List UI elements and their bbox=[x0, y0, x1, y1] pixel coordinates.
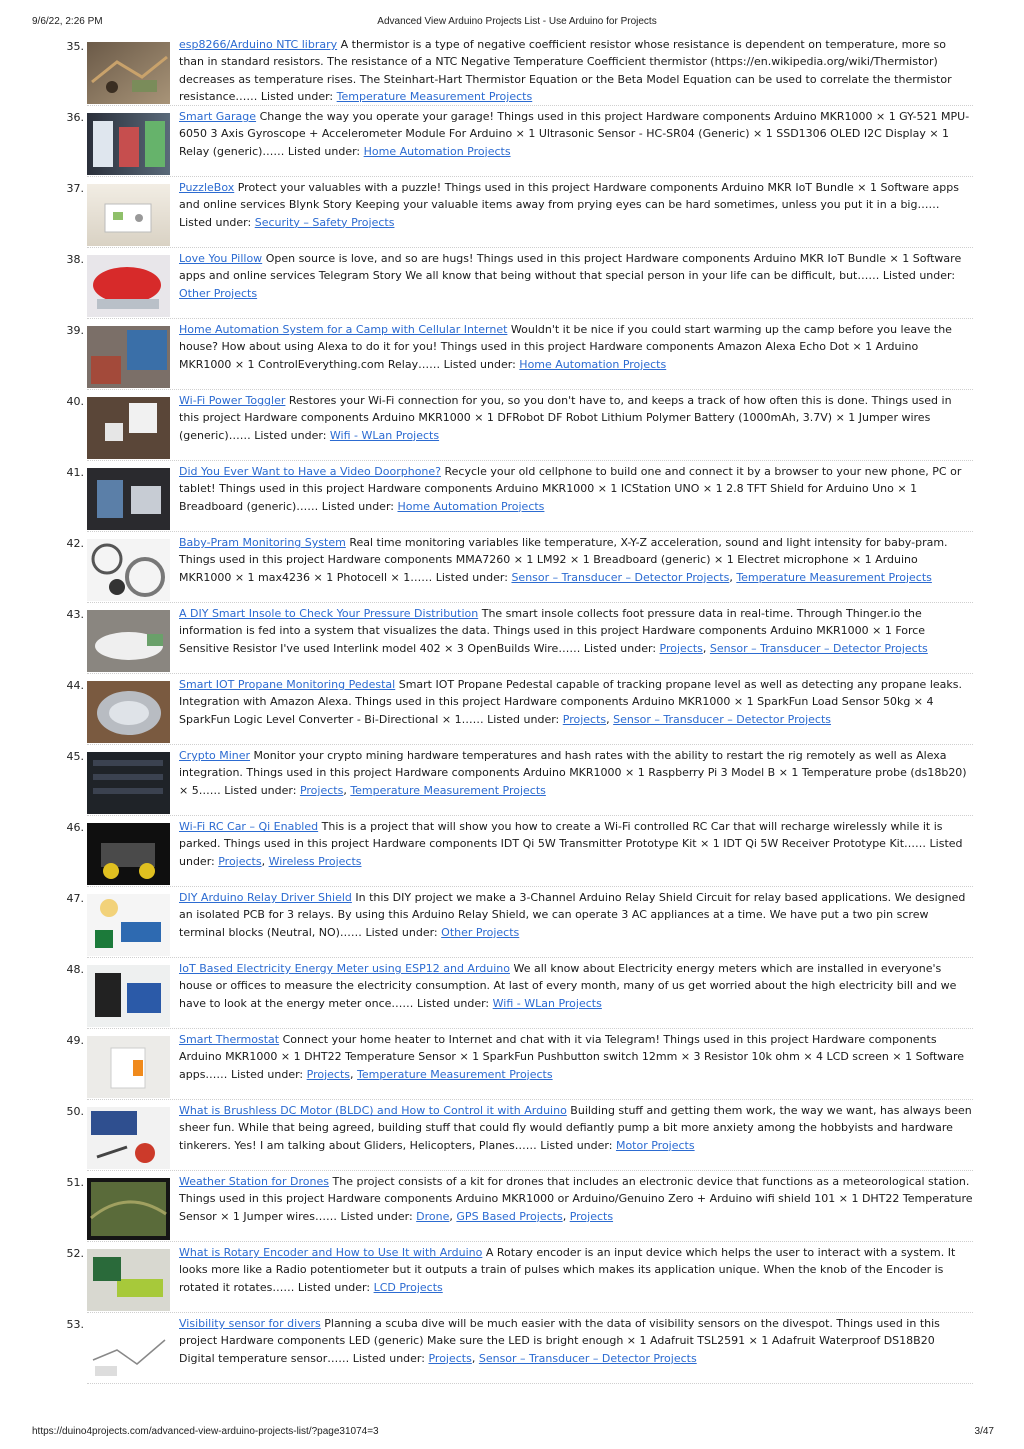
project-description: Wouldn't it be nice if you could start warming up the camp before you leave the house? How about using Alexa to do it for you! Things used in this project Hardware components Amazon Alexa Echo Dot × 1 Arduino MKR1000 × 1 ControlEverything.com Relay…… bbox=[179, 323, 952, 371]
category-link[interactable]: Sensor – Transducer – Detector Projects bbox=[478, 1351, 697, 1365]
list-item bbox=[0, 817, 1024, 888]
item-divider bbox=[87, 247, 973, 248]
project-title-link[interactable]: PuzzleBox bbox=[179, 181, 235, 194]
listed-under-label: Listed under: bbox=[435, 570, 508, 584]
item-number: 51. bbox=[66, 1176, 84, 1189]
item-text bbox=[179, 889, 973, 941]
project-thumbnail[interactable] bbox=[87, 397, 170, 459]
item-divider bbox=[87, 460, 973, 461]
item-text: Smart Thermostat Connect your home heater to Internet and chat with it via Telegram! Things used in this project Hardware components Arduino MKR1000 × 1 DHT22 Temperature Sensor × 1 SparkFun Pushbutton switch 12mm × 3 Resistor 10k ohm × 4 LCD screen × 1 Software apps…… Listed under: Projects, Temperature Measurement Projects bbox=[179, 1033, 965, 1081]
item-number: 44. bbox=[66, 679, 84, 692]
project-title-link[interactable]: What is Rotary Encoder and How to Use It with Arduino bbox=[179, 1246, 483, 1259]
listed-under-label: Listed under: bbox=[260, 90, 334, 104]
item-divider bbox=[87, 1241, 973, 1242]
print-header bbox=[32, 16, 1002, 30]
category-link[interactable]: Home Automation Projects bbox=[519, 357, 667, 371]
list-item bbox=[0, 391, 1024, 462]
project-thumbnail[interactable] bbox=[87, 823, 170, 885]
item-text: Smart IOT Propane Monitoring Pedestal Smart IOT Propane Pedestal capable of tracking propane level as well as detecting any propane leaks. Integration with Amazon Alexa. Things used in this project Hardware components Arduino MKR1000 × 1 SparkFun Load Sensor 50kg × 4 SparkFun Logic Level Converter - Bi-Directional × 1…… Listed under: Projects, Sensor – Transducer – Detector Projects bbox=[179, 678, 962, 726]
category-link[interactable]: Sensor – Transducer – Detector Projects bbox=[613, 712, 832, 726]
project-title-link[interactable]: Smart Garage bbox=[179, 110, 257, 123]
list-item bbox=[0, 1172, 1024, 1243]
project-title-link[interactable]: DIY Arduino Relay Driver Shield bbox=[179, 891, 352, 904]
project-title-link[interactable]: A DIY Smart Insole to Check Your Pressure Distribution bbox=[179, 607, 479, 620]
item-text bbox=[179, 179, 973, 231]
project-thumbnail[interactable] bbox=[87, 1320, 170, 1382]
item-number: 50. bbox=[66, 1105, 84, 1118]
item-number: 40. bbox=[66, 395, 84, 408]
item-text: A DIY Smart Insole to Check Your Pressure Distribution The smart insole collects foot pressure data in real-time. Through Thinger.io the information is fed into a system that visualizes the data. Things used in this project Hardware components Arduino MKR1000 × 1 Force Sensitive Resistor I've used Interlink model 402 × 3 OpenBuilds Wire…… Listed under: Projects, Sensor – Transducer – Detector Projects bbox=[179, 607, 928, 655]
project-description: Protect your valuables with a puzzle! Things used in this project Hardware components Arduino MKR IoT Bundle × 1 Software apps and online services Blynk Story Keeping your valuable items away from prying eyes can be hard sometimes, unless you put it in a big…… bbox=[179, 181, 959, 212]
category-link[interactable]: Home Automation Projects bbox=[363, 144, 511, 158]
list-item bbox=[0, 1243, 1024, 1314]
page-url: https://duino4projects.com/advanced-view-arduino-projects-list/?page31074=3 bbox=[32, 1426, 379, 1437]
item-divider bbox=[87, 1312, 973, 1313]
print-footer bbox=[32, 1426, 994, 1440]
listed-under-label: Listed under: bbox=[287, 144, 361, 158]
project-thumbnail[interactable] bbox=[87, 468, 170, 530]
project-thumbnail[interactable] bbox=[87, 184, 170, 246]
project-thumbnail[interactable] bbox=[87, 326, 170, 388]
item-text bbox=[179, 392, 973, 444]
project-description: Building stuff and getting them work, the way we want, has always been sheer fun. While that being agreed, building stuff that could fly would defiantly pump a bit more anxiety among the hobbyists and hardware tinkerers. Yes! I am talking about Gliders, Helicopters, Planes…… bbox=[179, 1104, 972, 1152]
project-description: Connect your home heater to Internet and chat with it via Telegram! Things used in this project Hardware components Arduino MKR1000 × 1 DHT22 Temperature Sensor × 1 SparkFun Pushbutton switch 12mm × 3 Resistor 10k ohm × 4 LCD screen × 1 Software apps…… bbox=[179, 1033, 965, 1081]
project-title-link[interactable]: What is Brushless DC Motor (BLDC) and How to Control it with Arduino bbox=[179, 1104, 567, 1117]
project-description: The smart insole collects foot pressure data in real-time. Through Thinger.io the information is fed into a system that visualizes the data. Things used in this project Hardware components Arduino MKR1000 × 1 Force Sensitive Resistor I've used Interlink model 402 × 3 OpenBuilds Wire…… bbox=[179, 607, 926, 655]
item-text bbox=[179, 321, 973, 373]
item-number: 46. bbox=[66, 821, 84, 834]
item-divider bbox=[87, 673, 973, 674]
item-number: 48. bbox=[66, 963, 84, 976]
project-thumbnail[interactable] bbox=[87, 42, 170, 104]
project-description: Recycle your old cellphone to build one and connect it by a browser to your new phone, PC or tablet! Things used in this project Hardware components Arduino MKR1000 × 1 ICStation UNO × 1 2.8 TFT Shield for Arduino Uno × 1 Breadboard (generic)…… bbox=[179, 465, 962, 513]
category-link[interactable]: Temperature Measurement Projects bbox=[336, 90, 533, 104]
item-number: 39. bbox=[66, 324, 84, 337]
project-title-link[interactable]: Weather Station for Drones bbox=[179, 1175, 329, 1188]
listed-under-label: Listed under: bbox=[540, 1138, 613, 1152]
category-link[interactable]: Projects bbox=[299, 783, 344, 797]
item-divider bbox=[87, 602, 973, 603]
project-list bbox=[0, 36, 1024, 1385]
list-item bbox=[0, 746, 1024, 817]
list-item bbox=[0, 462, 1024, 533]
item-number: 52. bbox=[66, 1247, 84, 1260]
list-item bbox=[0, 178, 1024, 249]
project-title-link[interactable]: Crypto Miner bbox=[179, 749, 251, 762]
project-title-link[interactable]: Baby-Pram Monitoring System bbox=[179, 536, 346, 549]
list-item bbox=[0, 107, 1024, 178]
category-link[interactable]: Projects bbox=[659, 641, 703, 655]
list-item bbox=[0, 1314, 1024, 1385]
category-link[interactable]: GPS Based Projects bbox=[456, 1209, 563, 1223]
item-number: 45. bbox=[66, 750, 84, 763]
category-link[interactable]: Wifi - WLan Projects bbox=[329, 428, 440, 442]
category-link[interactable]: Temperature Measurement Projects bbox=[736, 570, 932, 584]
project-title-link[interactable]: Home Automation System for a Camp with Cellular Internet bbox=[179, 323, 508, 336]
page-number: 3/47 bbox=[974, 1426, 994, 1437]
item-text bbox=[179, 960, 973, 1012]
list-item bbox=[0, 959, 1024, 1030]
item-number: 49. bbox=[66, 1034, 84, 1047]
category-link[interactable]: Temperature Measurement Projects bbox=[357, 1067, 553, 1081]
project-description: Monitor your crypto mining hardware temperatures and hash rates with the ability to restart the rig remotely as well as Alexa integration. Things used in this project Hardware components Arduino MKR1000 × 1 Raspberry Pi 3 Model B × 1 Temperature probe (ds18b20) × 5…… bbox=[179, 749, 967, 797]
project-thumbnail[interactable] bbox=[87, 1036, 170, 1098]
category-link[interactable]: Security – Safety Projects bbox=[254, 215, 395, 229]
item-number: 36. bbox=[66, 111, 84, 124]
list-item bbox=[0, 320, 1024, 391]
listed-under-label: Listed under: bbox=[179, 837, 963, 868]
item-divider bbox=[87, 389, 973, 390]
category-link[interactable]: Projects bbox=[569, 1209, 614, 1223]
page-title: Advanced View Arduino Projects List - Use Arduino for Projects bbox=[377, 16, 657, 27]
list-item bbox=[0, 604, 1024, 675]
list-item bbox=[0, 888, 1024, 959]
listed-under-label: Listed under: bbox=[416, 996, 490, 1010]
item-number: 38. bbox=[66, 253, 84, 266]
project-title-link[interactable]: Wi-Fi RC Car – Qi Enabled bbox=[179, 820, 319, 833]
item-text bbox=[179, 108, 973, 160]
category-link[interactable]: Wireless Projects bbox=[268, 854, 362, 868]
project-thumbnail[interactable] bbox=[87, 1178, 170, 1240]
project-title-link[interactable]: Visibility sensor for divers bbox=[179, 1317, 321, 1330]
listed-under-label: Listed under: bbox=[583, 641, 657, 655]
item-text bbox=[179, 36, 973, 104]
category-link[interactable]: Home Automation Projects bbox=[397, 499, 545, 513]
category-link[interactable]: Motor Projects bbox=[615, 1138, 695, 1152]
listed-under-label: Listed under: bbox=[365, 925, 438, 939]
listed-under-label: Listed under: bbox=[882, 269, 956, 283]
list-item bbox=[0, 249, 1024, 320]
item-divider bbox=[87, 105, 973, 106]
listed-under-label: Listed under: bbox=[352, 1351, 425, 1365]
project-description: Open source is love, and so are hugs! Things used in this project Hardware components Arduino MKR IoT Bundle × 1 Software apps and online services Telegram Story We all know that being without that special person in your life can be difficult, but…… bbox=[179, 252, 962, 283]
category-link[interactable]: Other Projects bbox=[441, 925, 520, 939]
item-number: 37. bbox=[66, 182, 84, 195]
item-number: 42. bbox=[66, 537, 84, 550]
item-text: Crypto Miner Monitor your crypto mining hardware temperatures and hash rates with the ability to restart the rig remotely as well as Alexa integration. Things used in this project Hardware components Arduino MKR1000 × 1 Raspberry Pi 3 Model B × 1 Temperature probe (ds18b20) × 5…… Listed under: Projects, Temperature Measurement Projects bbox=[179, 749, 967, 797]
item-number: 43. bbox=[66, 608, 84, 621]
project-title-link[interactable]: Smart IOT Propane Monitoring Pedestal bbox=[179, 678, 396, 691]
item-text bbox=[179, 250, 973, 302]
category-link[interactable]: Sensor – Transducer – Detector Projects bbox=[511, 570, 730, 584]
listed-under-label: Listed under: bbox=[224, 783, 297, 797]
project-title-link[interactable]: esp8266/Arduino NTC library bbox=[179, 38, 338, 51]
item-number: 35. bbox=[66, 40, 84, 53]
project-title-link[interactable]: Did You Ever Want to Have a Video Doorphone? bbox=[179, 465, 441, 478]
item-divider bbox=[87, 1170, 973, 1171]
listed-under-label: Listed under: bbox=[487, 712, 560, 726]
project-description: Change the way you operate your garage! Things used in this project Hardware components Arduino MKR1000 × 1 GY-521 MPU-6050 3 Axis Gyroscope + Accelerometer Module For Arduino × 1 Ultrasonic Sensor - HC-SR04 (Generic) × 1 SSD1306 OLED I2C Display × 1 Relay (generic)…… bbox=[179, 110, 970, 158]
project-description: Planning a scuba dive will be much easier with the data of visibility sensors on the divespot. Things used in this project Hardware components LED (generic) Make sure the LED is bright enough × 1 Adafruit TSL2591 × 1 Adafruit Waterproof DS18B20 Digital temperature sensor…… bbox=[179, 1317, 940, 1365]
project-thumbnail[interactable] bbox=[87, 255, 170, 317]
item-number: 53. bbox=[66, 1318, 84, 1331]
project-thumbnail[interactable] bbox=[87, 1249, 170, 1311]
category-link[interactable]: Drone bbox=[416, 1209, 450, 1223]
project-title-link[interactable]: Love You Pillow bbox=[179, 252, 263, 265]
project-description: The project consists of a kit for drones that includes an electronic device that functions as a meteorological station. Things used in this project Hardware components Arduino MKR1000 or Arduino/Genuino Zero + Arduino wifi shield 101 × 1 DHT22 Temperature Sensor × 1 Jumper wires…… bbox=[179, 1175, 973, 1223]
project-description: We all know about Electricity energy meters which are installed in everyone's house or offices to measure the electricity consumption. At last of every month, many of us get worried about the high electricity bill and we have to look at the energy meter once…… bbox=[179, 962, 957, 1010]
item-text: Baby-Pram Monitoring System Real time monitoring variables like temperature, X-Y-Z acceleration, sound and light intensity for baby-pram. Things used in this project Hardware components MMA7260 × 1 LM92 × 1 Breadboard (generic) × 1 Electret microphone × 1 Arduino MKR1000 × 1 max4236 × 1 Photocell × 1…… Listed under: Sensor – Transducer – Detector Projects, Temperature Measurement Projects bbox=[179, 536, 948, 584]
project-thumbnail[interactable] bbox=[87, 610, 170, 672]
item-divider bbox=[87, 1383, 973, 1384]
item-number: 47. bbox=[66, 892, 84, 905]
list-item bbox=[0, 533, 1024, 604]
item-divider bbox=[87, 744, 973, 745]
project-thumbnail[interactable] bbox=[87, 539, 170, 601]
listed-under-label: Listed under: bbox=[230, 1067, 304, 1081]
list-item bbox=[0, 675, 1024, 746]
category-link[interactable]: Temperature Measurement Projects bbox=[350, 783, 546, 797]
category-link[interactable]: Projects bbox=[306, 1067, 351, 1081]
listed-under-label: Listed under: bbox=[297, 1280, 371, 1294]
item-text bbox=[179, 463, 973, 515]
category-link[interactable]: LCD Projects bbox=[373, 1280, 443, 1294]
project-thumbnail[interactable] bbox=[87, 113, 170, 175]
listed-under-label: Listed under: bbox=[443, 357, 516, 371]
category-link[interactable]: Projects bbox=[562, 712, 607, 726]
project-thumbnail[interactable] bbox=[87, 894, 170, 956]
category-link[interactable]: Projects bbox=[218, 854, 262, 868]
list-item bbox=[0, 1030, 1024, 1101]
item-divider bbox=[87, 1028, 973, 1029]
project-description: This is a project that will show you how to create a Wi-Fi controlled RC Car that will recharge wirelessly while it is parked. Things used in this project Hardware components IDT Qi 5W Transmitter Prototype Kit × 1 IDT Qi 5W Receiver Prototype Kit…… bbox=[179, 820, 943, 851]
listed-under-label: Listed under: bbox=[340, 1209, 413, 1223]
project-title-link[interactable]: IoT Based Electricity Energy Meter using ESP12 and Arduino bbox=[179, 962, 510, 975]
category-link[interactable]: Wifi - WLan Projects bbox=[492, 996, 602, 1010]
project-title-link[interactable]: Wi-Fi Power Toggler bbox=[179, 394, 286, 407]
project-description: Smart IOT Propane Pedestal capable of tracking propane level as well as detecting any propane leaks. Integration with Amazon Alexa. Things used in this project Hardware components Arduino MKR1000 × 1 SparkFun Load Sensor 50kg × 4 SparkFun Logic Level Converter - Bi-Directional × 1…… bbox=[179, 678, 962, 726]
print-date: 9/6/22, 2:26 PM bbox=[32, 16, 103, 27]
project-description: Real time monitoring variables like temperature, X-Y-Z acceleration, sound and light intensity for baby-pram. Things used in this project Hardware components MMA7260 × 1 LM92 × 1 Breadboard (generic) × 1 Electret microphone × 1 Arduino MKR1000 × 1 max4236 × 1 Photocell × 1…… bbox=[179, 536, 948, 584]
item-text bbox=[179, 1244, 973, 1296]
project-title-link[interactable]: Smart Thermostat bbox=[179, 1033, 280, 1046]
project-description: Restores your Wi-Fi connection for you, so you don't have to, and keeps a track of how often this is done. Things used in this project Hardware components Arduino MKR1000 × 1 DFRobot DF Robot Lithium Polymer Battery (1000mAh, 3.7V) × 1 Jumper wires (generic)…… bbox=[179, 394, 952, 442]
project-thumbnail[interactable] bbox=[87, 1107, 170, 1169]
item-divider bbox=[87, 531, 973, 532]
item-divider bbox=[87, 1099, 973, 1100]
project-thumbnail[interactable] bbox=[87, 681, 170, 743]
category-link[interactable]: Other Projects bbox=[179, 286, 258, 300]
item-text: Wi-Fi RC Car – Qi Enabled This is a project that will show you how to create a Wi-Fi controlled RC Car that will recharge wirelessly while it is parked. Things used in this project Hardware components IDT Qi 5W Transmitter Prototype Kit × 1 IDT Qi 5W Receiver Prototype Kit…… Listed under: Projects, Wireless Projects bbox=[179, 820, 963, 868]
project-thumbnail[interactable] bbox=[87, 752, 170, 814]
project-description: In this DIY project we make a 3-Channel Arduino Relay Shield Circuit for relay based applications. We designed an isolated PCB for 3 relays. By using this Arduino Relay Shield, we can operate 3 AC appliances at a time. We have put a two pin screw terminal blocks (Neutral, NO)…… bbox=[179, 891, 966, 939]
list-item bbox=[0, 1101, 1024, 1172]
listed-under-label: Listed under: bbox=[321, 499, 394, 513]
category-link[interactable]: Sensor – Transducer – Detector Projects bbox=[709, 641, 928, 655]
item-divider bbox=[87, 886, 973, 887]
item-text: Visibility sensor for divers Planning a scuba dive will be much easier with the data of visibility sensors on the divespot. Things used in this project Hardware components LED (generic) Make sure the LED is bright enough × 1 Adafruit TSL2591 × 1 Adafruit Waterproof DS18B20 Digital temperature sensor…… Listed under: Projects, Sensor – Transducer – Detector Projects bbox=[179, 1317, 940, 1365]
listed-under-label: Listed under: bbox=[254, 428, 327, 442]
item-divider bbox=[87, 815, 973, 816]
item-divider bbox=[87, 957, 973, 958]
project-description: A thermistor is a type of negative coefficient resistor whose resistance is dependent on temperature, more so than in standard resistors. The resistance of a NTC Negative Temperature Coefficient thermistor (https://en.wikipedia.org/wiki/Thermistor) decreases as temperature rises. The Steinhart-Hart Thermistor Equation or the Beta Model Equation can be used to correlate the thermistor resistance…… bbox=[179, 38, 952, 104]
item-divider bbox=[87, 318, 973, 319]
item-divider bbox=[87, 176, 973, 177]
item-text: Weather Station for Drones The project consists of a kit for drones that includes an electronic device that functions as a meteorological station. Things used in this project Hardware components Arduino MKR1000 or Arduino/Genuino Zero + Arduino wifi shield 101 × 1 DHT22 Temperature Sensor × 1 Jumper wires…… Listed under: Drone, GPS Based Projects, Projects bbox=[179, 1175, 973, 1223]
project-thumbnail[interactable] bbox=[87, 965, 170, 1027]
listed-under-label: Listed under: bbox=[179, 215, 252, 229]
item-number: 41. bbox=[66, 466, 84, 479]
list-item bbox=[0, 36, 1024, 107]
item-text bbox=[179, 1102, 973, 1154]
project-description: A Rotary encoder is an input device which helps the user to interact with a system. It looks more like a Radio potentiometer but it outputs a train of pulses which makes its application unique. When the knob of the Encoder is rotated it rotates…… bbox=[179, 1246, 956, 1294]
category-link[interactable]: Projects bbox=[428, 1351, 472, 1365]
